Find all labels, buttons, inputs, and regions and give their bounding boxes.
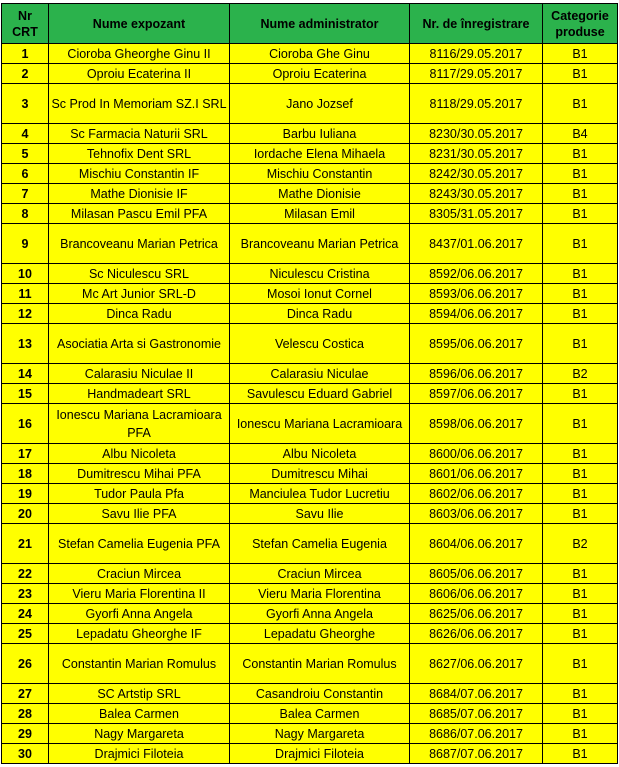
- table-row: [2, 264, 618, 284]
- table-row: [2, 324, 618, 364]
- cell-category: B1: [543, 44, 618, 64]
- cell-exponent: Mc Art Junior SRL-D: [49, 284, 230, 304]
- cell-admin: Niculescu Cristina: [230, 264, 410, 284]
- header-exponent: Nume expozant: [49, 4, 230, 44]
- cell-exponent: Tehnofix Dent SRL: [49, 144, 230, 164]
- cell-category: B1: [543, 444, 618, 464]
- cell-admin: Albu Nicoleta: [230, 444, 410, 464]
- table-row: [2, 284, 618, 304]
- cell-registration: 8600/06.06.2017: [410, 444, 543, 464]
- cell-exponent: Mathe Dionisie IF: [49, 184, 230, 204]
- cell-category: B1: [543, 484, 618, 504]
- table-row: [2, 164, 618, 184]
- cell-nr: 23: [2, 584, 49, 604]
- cell-admin: Manciulea Tudor Lucretiu: [230, 484, 410, 504]
- cell-nr: 12: [2, 304, 49, 324]
- cell-admin: Ionescu Mariana Lacramioara: [230, 404, 410, 444]
- cell-nr: 4: [2, 124, 49, 144]
- cell-admin: Savulescu Eduard Gabriel: [230, 384, 410, 404]
- cell-registration: 8605/06.06.2017: [410, 564, 543, 584]
- cell-registration: 8596/06.06.2017: [410, 364, 543, 384]
- cell-exponent: Craciun Mircea: [49, 564, 230, 584]
- cell-admin: Mathe Dionisie: [230, 184, 410, 204]
- cell-registration: 8116/29.05.2017: [410, 44, 543, 64]
- cell-exponent: Lepadatu Gheorghe IF: [49, 624, 230, 644]
- cell-exponent: Savu Ilie PFA: [49, 504, 230, 524]
- cell-exponent: Mischiu Constantin IF: [49, 164, 230, 184]
- cell-admin: Milasan Emil: [230, 204, 410, 224]
- cell-exponent: SC Artstip SRL: [49, 684, 230, 704]
- exhibitors-table: [1, 3, 618, 764]
- table-row: [2, 44, 618, 64]
- cell-admin: Casandroiu Constantin: [230, 684, 410, 704]
- cell-category: B1: [543, 264, 618, 284]
- cell-admin: Craciun Mircea: [230, 564, 410, 584]
- cell-admin: Jano Jozsef: [230, 84, 410, 124]
- table-body: [2, 44, 618, 764]
- cell-exponent: Asociatia Arta si Gastronomie: [49, 324, 230, 364]
- cell-category: B1: [543, 64, 618, 84]
- table-row: [2, 744, 618, 764]
- header-admin: Nume administrator: [230, 4, 410, 44]
- table-row: [2, 584, 618, 604]
- cell-registration: 8625/06.06.2017: [410, 604, 543, 624]
- cell-nr: 25: [2, 624, 49, 644]
- cell-nr: 16: [2, 404, 49, 444]
- cell-category: B1: [543, 704, 618, 724]
- cell-admin: Gyorfi Anna Angela: [230, 604, 410, 624]
- cell-nr: 18: [2, 464, 49, 484]
- cell-category: B1: [543, 284, 618, 304]
- cell-exponent: Dumitrescu Mihai PFA: [49, 464, 230, 484]
- cell-registration: 8243/30.05.2017: [410, 184, 543, 204]
- cell-category: B1: [543, 644, 618, 684]
- table-row: [2, 404, 618, 444]
- cell-registration: 8602/06.06.2017: [410, 484, 543, 504]
- table-row: [2, 604, 618, 624]
- cell-exponent: Gyorfi Anna Angela: [49, 604, 230, 624]
- cell-category: B1: [543, 204, 618, 224]
- cell-category: B1: [543, 624, 618, 644]
- table-row: [2, 524, 618, 564]
- table-row: [2, 204, 618, 224]
- cell-nr: 20: [2, 504, 49, 524]
- cell-category: B2: [543, 364, 618, 384]
- cell-registration: 8626/06.06.2017: [410, 624, 543, 644]
- table-row: [2, 484, 618, 504]
- cell-admin: Oproiu Ecaterina: [230, 64, 410, 84]
- cell-category: B1: [543, 604, 618, 624]
- cell-nr: 10: [2, 264, 49, 284]
- cell-nr: 26: [2, 644, 49, 684]
- cell-category: B2: [543, 524, 618, 564]
- cell-registration: 8684/07.06.2017: [410, 684, 543, 704]
- cell-exponent: Brancoveanu Marian Petrica: [49, 224, 230, 264]
- cell-admin: Mischiu Constantin: [230, 164, 410, 184]
- cell-admin: Balea Carmen: [230, 704, 410, 724]
- cell-admin: Dinca Radu: [230, 304, 410, 324]
- cell-category: B1: [543, 724, 618, 744]
- cell-registration: 8686/07.06.2017: [410, 724, 543, 744]
- cell-nr: 15: [2, 384, 49, 404]
- table-row: [2, 644, 618, 684]
- cell-registration: 8118/29.05.2017: [410, 84, 543, 124]
- table-row: [2, 624, 618, 644]
- cell-registration: 8603/06.06.2017: [410, 504, 543, 524]
- cell-admin: Cioroba Ghe Ginu: [230, 44, 410, 64]
- cell-exponent: Sc Niculescu SRL: [49, 264, 230, 284]
- cell-category: B1: [543, 384, 618, 404]
- cell-registration: 8117/29.05.2017: [410, 64, 543, 84]
- cell-nr: 5: [2, 144, 49, 164]
- cell-exponent: Sc Farmacia Naturii SRL: [49, 124, 230, 144]
- cell-admin: Iordache Elena Mihaela: [230, 144, 410, 164]
- cell-nr: 19: [2, 484, 49, 504]
- cell-nr: 3: [2, 84, 49, 124]
- cell-registration: 8437/01.06.2017: [410, 224, 543, 264]
- cell-nr: 28: [2, 704, 49, 724]
- cell-category: B1: [543, 184, 618, 204]
- cell-admin: Brancoveanu Marian Petrica: [230, 224, 410, 264]
- cell-exponent: Stefan Camelia Eugenia PFA: [49, 524, 230, 564]
- cell-registration: 8230/30.05.2017: [410, 124, 543, 144]
- cell-registration: 8593/06.06.2017: [410, 284, 543, 304]
- cell-exponent: Sc Prod In Memoriam SZ.I SRL: [49, 84, 230, 124]
- cell-admin: Barbu Iuliana: [230, 124, 410, 144]
- cell-registration: 8604/06.06.2017: [410, 524, 543, 564]
- cell-exponent: Albu Nicoleta: [49, 444, 230, 464]
- cell-admin: Constantin Marian Romulus: [230, 644, 410, 684]
- cell-admin: Drajmici Filoteia: [230, 744, 410, 764]
- cell-nr: 2: [2, 64, 49, 84]
- cell-nr: 17: [2, 444, 49, 464]
- cell-category: B1: [543, 84, 618, 124]
- table-row: [2, 564, 618, 584]
- cell-admin: Stefan Camelia Eugenia: [230, 524, 410, 564]
- cell-registration: 8606/06.06.2017: [410, 584, 543, 604]
- cell-registration: 8627/06.06.2017: [410, 644, 543, 684]
- cell-nr: 27: [2, 684, 49, 704]
- cell-exponent: Cioroba Gheorghe Ginu II: [49, 44, 230, 64]
- cell-registration: 8687/07.06.2017: [410, 744, 543, 764]
- header-nr: Nr CRT: [2, 4, 49, 44]
- cell-category: B1: [543, 144, 618, 164]
- cell-registration: 8601/06.06.2017: [410, 464, 543, 484]
- header-registration: Nr. de înregistrare: [410, 4, 543, 44]
- cell-category: B1: [543, 324, 618, 364]
- cell-category: B1: [543, 684, 618, 704]
- table-row: [2, 84, 618, 124]
- cell-category: B4: [543, 124, 618, 144]
- cell-nr: 9: [2, 224, 49, 264]
- cell-registration: 8594/06.06.2017: [410, 304, 543, 324]
- cell-admin: Nagy Margareta: [230, 724, 410, 744]
- cell-category: B1: [543, 304, 618, 324]
- cell-nr: 8: [2, 204, 49, 224]
- table-row: [2, 224, 618, 264]
- cell-exponent: Constantin Marian Romulus: [49, 644, 230, 684]
- cell-category: B1: [543, 504, 618, 524]
- cell-exponent: Milasan Pascu Emil PFA: [49, 204, 230, 224]
- cell-registration: 8597/06.06.2017: [410, 384, 543, 404]
- cell-nr: 24: [2, 604, 49, 624]
- cell-nr: 14: [2, 364, 49, 384]
- cell-nr: 1: [2, 44, 49, 64]
- table-row: [2, 724, 618, 744]
- cell-nr: 22: [2, 564, 49, 584]
- cell-category: B1: [543, 744, 618, 764]
- cell-nr: 29: [2, 724, 49, 744]
- cell-registration: 8231/30.05.2017: [410, 144, 543, 164]
- cell-admin: Calarasiu Niculae: [230, 364, 410, 384]
- cell-exponent: Handmadeart SRL: [49, 384, 230, 404]
- table-row: [2, 144, 618, 164]
- table-row: [2, 684, 618, 704]
- cell-registration: 8305/31.05.2017: [410, 204, 543, 224]
- cell-exponent: Dinca Radu: [49, 304, 230, 324]
- table-row: [2, 704, 618, 724]
- cell-exponent: Ionescu Mariana Lacramioara PFA: [49, 404, 230, 444]
- cell-registration: 8595/06.06.2017: [410, 324, 543, 364]
- cell-nr: 21: [2, 524, 49, 564]
- cell-admin: Mosoi Ionut Cornel: [230, 284, 410, 304]
- cell-exponent: Vieru Maria Florentina II: [49, 584, 230, 604]
- cell-nr: 11: [2, 284, 49, 304]
- table-row: [2, 64, 618, 84]
- table-row: [2, 364, 618, 384]
- cell-admin: Savu Ilie: [230, 504, 410, 524]
- cell-exponent: Drajmici Filoteia: [49, 744, 230, 764]
- table-row: [2, 124, 618, 144]
- cell-exponent: Balea Carmen: [49, 704, 230, 724]
- table-row: [2, 464, 618, 484]
- cell-registration: 8592/06.06.2017: [410, 264, 543, 284]
- cell-exponent: Oproiu Ecaterina II: [49, 64, 230, 84]
- header-category: Categorie produse: [543, 4, 618, 44]
- table-row: [2, 184, 618, 204]
- cell-admin: Vieru Maria Florentina: [230, 584, 410, 604]
- table-row: [2, 304, 618, 324]
- table-row: [2, 384, 618, 404]
- cell-admin: Dumitrescu Mihai: [230, 464, 410, 484]
- header-row: [2, 4, 618, 44]
- cell-exponent: Nagy Margareta: [49, 724, 230, 744]
- cell-registration: 8242/30.05.2017: [410, 164, 543, 184]
- cell-nr: 7: [2, 184, 49, 204]
- cell-nr: 6: [2, 164, 49, 184]
- cell-admin: Lepadatu Gheorghe: [230, 624, 410, 644]
- cell-category: B1: [543, 224, 618, 264]
- cell-category: B1: [543, 464, 618, 484]
- cell-category: B1: [543, 404, 618, 444]
- cell-category: B1: [543, 564, 618, 584]
- cell-category: B1: [543, 164, 618, 184]
- table-row: [2, 504, 618, 524]
- cell-nr: 30: [2, 744, 49, 764]
- cell-registration: 8598/06.06.2017: [410, 404, 543, 444]
- cell-exponent: Tudor Paula Pfa: [49, 484, 230, 504]
- cell-admin: Velescu Costica: [230, 324, 410, 364]
- cell-exponent: Calarasiu Niculae II: [49, 364, 230, 384]
- cell-nr: 13: [2, 324, 49, 364]
- cell-registration: 8685/07.06.2017: [410, 704, 543, 724]
- cell-category: B1: [543, 584, 618, 604]
- table-row: [2, 444, 618, 464]
